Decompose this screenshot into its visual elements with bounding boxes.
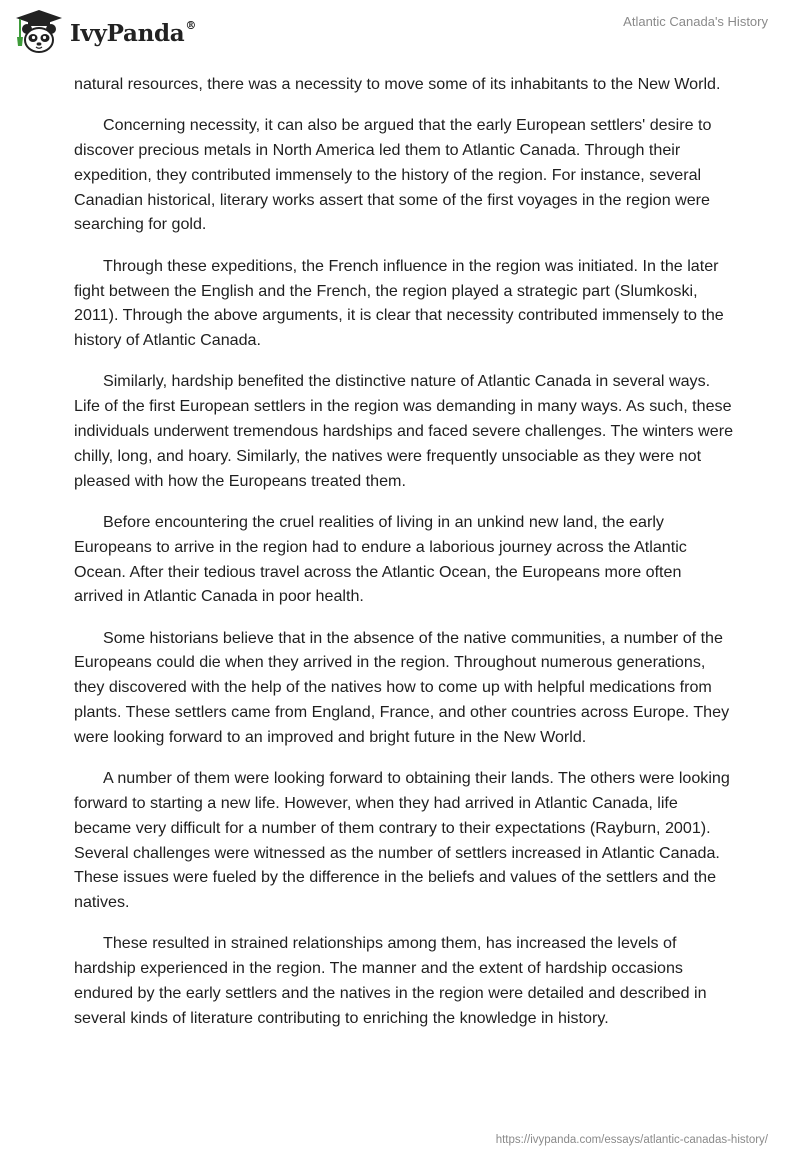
paragraph: Some historians believe that in the absence of the native communities, a number of the Europeans could die when they arrived in the region. Throughout numerous generations, they discovered with the help of the natives how to come up with helpful medications from plants. These settlers came from England, France, and other countries across Europe. They were looking forward to an improved and bright future in the New World. [74,628,730,746]
paragraph: Through these expeditions, the French influence in the region was initiated. In the later fight between the English and the French, the region played a strategic part (Slumkoski, 2011). Through the above arguments, it is clear that necessity contributed immensely to the history of Atlantic Canada. [74,256,724,350]
brand-logo[interactable] [14,9,196,55]
paragraph: Similarly, hardship benefited the distinctive nature of Atlantic Canada in several ways. Life of the first European settlers in the region was demanding in many ways. As such, these individuals underwent tremendous hardships and faced severe challenges. The winters were chilly, long, and hoary. Similarly, the natives were frequently unsociable as they were not pleased with how the Europeans treated them. [74,372,734,490]
paragraph: These resulted in strained relationships among them, has increased the levels of hardship experienced in the region. The manner and the extent of hardship occasions endured by the early settlers and the natives in the region were detailed and described in several kinds of literature contributing to enriching the knowledge in history. [74,934,707,1027]
registered-mark: ® [185,18,197,32]
paragraph: Before encountering the cruel realities of living in an unkind new land, the early Europeans to arrive in the region had to endure a laborious journey across the Atlantic Ocean. After their tedious travel across the Atlantic Ocean, the Europeans more often arrived in Atlantic Canada in poor health. [74,512,687,606]
paragraph: Concerning necessity, it can also be argued that the early European settlers' desire to discover precious metals in North America led them to Atlantic Canada. Through their expedition, they contributed immensely to the history of the region. For instance, several Canadian historical, literary works assert that some of the first voyages in the region were searching for gold. [74,116,712,234]
source-url[interactable]: https://ivypanda.com/essays/atlantic-canadas-history/ [495,1134,768,1146]
paragraph: natural resources, there was a necessity to move some of its inhabitants to the New World. [74,75,721,93]
essay-body [74,72,734,1047]
page-header [0,0,800,70]
panda-graduation-cap-icon [14,9,64,55]
brand-name [70,20,196,47]
document-title: Atlantic Canada's History [623,14,768,29]
paragraph: A number of them were looking forward to obtaining their lands. The others were looking forward to starting a new life. However, when they had arrived in Atlantic Canada, life became very difficult for a number of them contrary to their expectations (Rayburn, 2001). Several challenges were witnessed as the number of settlers increased in Atlantic Canada. These issues were fueled by the difference in the beliefs and values of the settlers and the natives. [74,769,730,912]
brand-name-text: IvyPanda [70,19,185,47]
